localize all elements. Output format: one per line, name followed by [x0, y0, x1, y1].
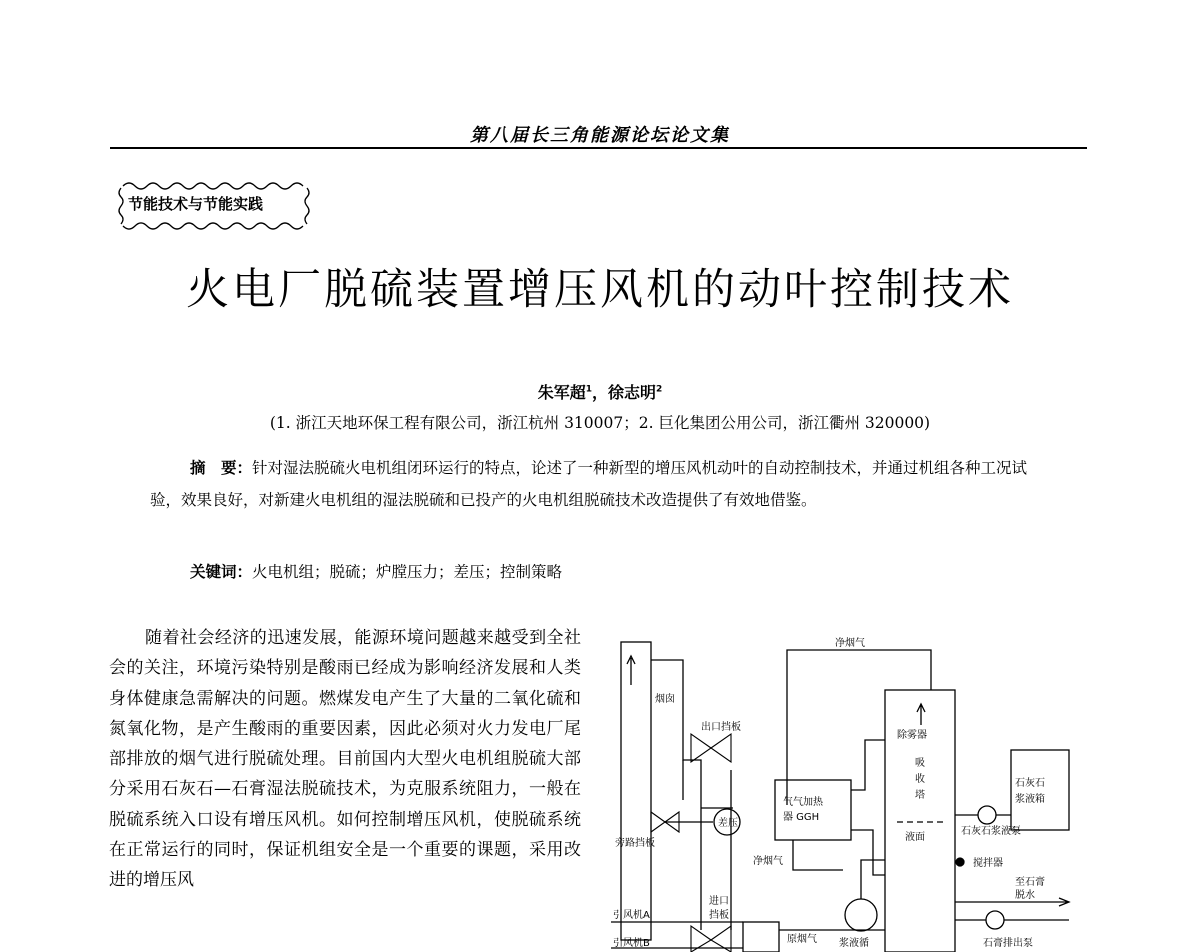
author-separator: ，	[591, 383, 608, 402]
label-ggh-2: 器 GGH	[783, 812, 820, 823]
label-liquid-level: 液面	[905, 832, 925, 843]
label-absorber-2: 收	[915, 774, 925, 785]
author-1-mark: 1	[585, 384, 592, 395]
affiliations: (1. 浙江天地环保工程有限公司，浙江杭州 310007；2. 巨化集团公用公司，浙江衢州 320000)	[269, 414, 931, 432]
label-ggh-1: 气气加热	[783, 797, 823, 808]
author-2-mark: 2	[656, 384, 663, 395]
keywords-label: 关键词：	[190, 563, 253, 581]
limestone-pump	[978, 806, 996, 824]
label-bypass-damper: 旁路挡板	[615, 838, 655, 849]
label-id-fan-b: 引风机B	[613, 938, 650, 949]
label-outlet-damper: 出口挡板	[701, 722, 741, 733]
label-limestone-tank-1: 石灰石	[1015, 778, 1045, 789]
label-absorber-1: 吸	[915, 758, 925, 769]
label-inlet-damper-1: 进口	[709, 896, 729, 907]
header-rule	[110, 147, 1087, 149]
body-text: 随着社会经济的迅速发展，能源环境问题越来越受到全社会的关注，环境污染特别是酸雨已经成为影响经济发展和人类身体健康急需解决的问题。燃煤发电产生了大量的二氧化硫和氮氧化物，是产生酸雨的重要因素，因此必须对火力发电厂尾部排放的烟气进行脱硫处理。目前国内大型火电机组脱硫大部分采用石灰石—石膏湿法脱硫技术，为克服系统阻力，一般在脱硫系统入口设有增压风机。如何控制增压风机，使脱硫系统在正常运行的同时，保证机组安全是一个重要的课题，采用改进的增压风	[109, 628, 581, 891]
label-gypsum-pump: 石膏排出泵	[983, 938, 1033, 949]
booster-fan-box	[743, 922, 779, 952]
label-slurry-circ: 浆液循	[839, 938, 869, 949]
abstract	[150, 452, 1050, 516]
gypsum-pump	[986, 911, 1004, 929]
label-limestone-pump: 石灰石浆液泵	[961, 826, 1021, 837]
label-agitator: 搅拌器	[973, 858, 1003, 869]
keywords-text: 火电机组；脱硫；炉膛压力；差压；控制策略	[252, 563, 563, 581]
label-absorber-3: 塔	[915, 790, 925, 801]
author-2: 徐志明	[608, 383, 657, 402]
fgd-process-diagram	[603, 630, 1095, 952]
keywords	[190, 560, 562, 582]
slurry-circulation-pump	[845, 899, 877, 931]
section-tag: 节能技术与节能实践	[128, 195, 264, 213]
label-raw-gas: 原烟气	[787, 934, 817, 945]
abstract-label: 摘 要：	[190, 459, 253, 477]
label-chimney: 烟囱	[655, 694, 675, 705]
chimney-shape	[621, 642, 651, 940]
authors	[0, 380, 1200, 403]
label-demister: 除雾器	[897, 730, 927, 741]
label-to-gypsum-2: 脱水	[1015, 890, 1035, 901]
label-limestone-tank-2: 浆液箱	[1015, 794, 1045, 805]
abstract-text: 针对湿法脱硫火电机组闭环运行的特点，论述了一种新型的增压风机动叶的自动控制技术，并通过机组各种工况试验，效果良好，对新建火电机组的湿法脱硫和已投产的火电机组脱硫技术改造提供了有效地借鉴。	[150, 459, 1028, 509]
label-clean-gas-top: 净烟气	[835, 638, 865, 649]
author-1: 朱军超	[537, 383, 586, 402]
label-diff-pressure: 差压	[718, 818, 738, 829]
label-inlet-damper-2: 挡板	[709, 910, 729, 921]
running-header: 第八届长三角能源论坛论文集	[470, 125, 730, 146]
limestone-tank	[1011, 750, 1069, 830]
label-to-gypsum-1: 至石膏	[1015, 877, 1045, 888]
paper-title: 火电厂脱硫装置增压风机的动叶控制技术	[186, 265, 1014, 315]
label-clean-gas-mid: 净烟气	[753, 856, 783, 867]
label-id-fan-a: 引风机A	[613, 910, 650, 921]
